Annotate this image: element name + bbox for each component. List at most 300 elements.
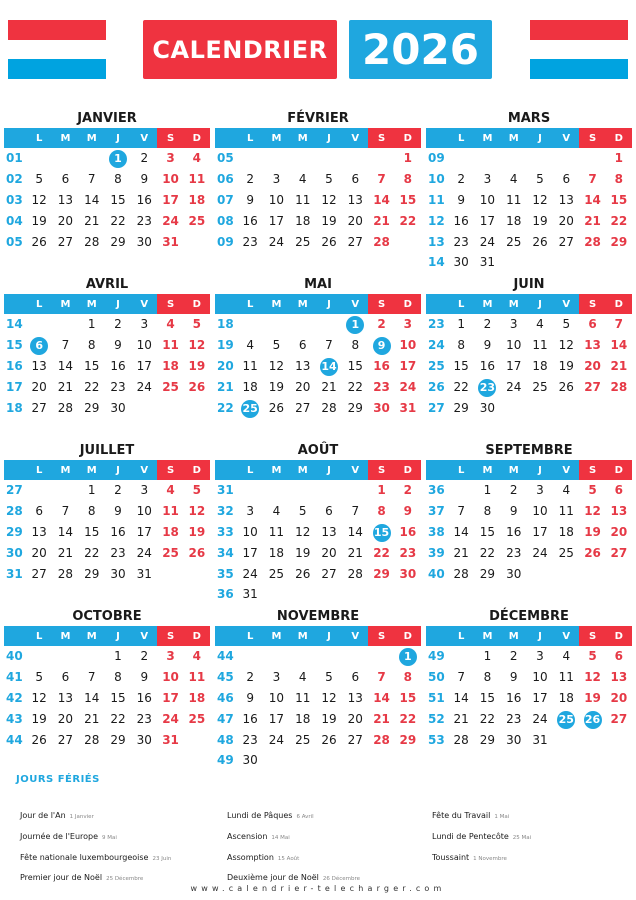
day-cell: 21 bbox=[453, 711, 469, 726]
month-block bbox=[215, 608, 421, 771]
week-row bbox=[4, 522, 210, 543]
weekday-label: J bbox=[527, 294, 553, 314]
day-cell: 26 bbox=[532, 234, 548, 249]
day-cell: 12 bbox=[321, 192, 337, 207]
weekday-label: S bbox=[368, 128, 394, 148]
day-cell: 21 bbox=[453, 545, 469, 560]
day-cell: 20 bbox=[31, 545, 47, 560]
weekday-label: M bbox=[52, 626, 78, 646]
weekday-label: D bbox=[395, 626, 421, 646]
day-cell: 4 bbox=[166, 483, 175, 498]
empty-day-cell bbox=[342, 584, 368, 604]
empty-day-cell bbox=[368, 584, 394, 604]
day-cell: 29 bbox=[479, 732, 496, 747]
day-cell: 25 bbox=[295, 732, 311, 747]
week-number: 24 bbox=[428, 338, 445, 353]
week-number: 05 bbox=[217, 151, 234, 166]
empty-day-cell bbox=[342, 646, 368, 666]
holiday-name: Fête du Travail bbox=[432, 811, 491, 820]
day-cell: 9 bbox=[509, 504, 518, 519]
weekday-label: D bbox=[395, 294, 421, 314]
day-cell: 9 bbox=[114, 504, 122, 519]
day-cell: 13 bbox=[31, 524, 47, 539]
weekday-header bbox=[426, 294, 632, 314]
weekday-label: J bbox=[105, 626, 131, 646]
day-cell: 8 bbox=[457, 338, 465, 353]
day-cell: 1 bbox=[87, 317, 96, 332]
week-number: 23 bbox=[428, 317, 445, 332]
day-cell: 5 bbox=[325, 670, 333, 685]
week-number: 40 bbox=[428, 566, 445, 581]
month-name: AVRIL bbox=[85, 277, 129, 292]
day-cell: 5 bbox=[588, 483, 597, 498]
day-cell: 19 bbox=[321, 213, 337, 228]
week-row bbox=[215, 148, 421, 169]
day-cell: 17 bbox=[242, 545, 258, 560]
day-cell: 16 bbox=[242, 213, 258, 228]
day-cell: 21 bbox=[84, 711, 100, 726]
day-cell: 30 bbox=[506, 732, 522, 747]
empty-day-cell bbox=[263, 646, 289, 666]
day-cell: 10 bbox=[268, 690, 285, 705]
empty-day-cell bbox=[263, 148, 289, 168]
holiday-day-cell: 25 bbox=[237, 398, 263, 418]
day-cell: 26 bbox=[31, 234, 47, 249]
week-number: 09 bbox=[428, 151, 445, 166]
day-cell: 24 bbox=[268, 732, 285, 747]
day-cell: 8 bbox=[483, 670, 492, 685]
weekday-label: M bbox=[501, 460, 527, 480]
day-cell: 6 bbox=[298, 338, 307, 353]
holiday-day-cell: 23 bbox=[474, 377, 500, 397]
day-cell: 7 bbox=[457, 670, 465, 685]
week-row bbox=[4, 210, 210, 231]
weekday-label: V bbox=[342, 128, 368, 148]
day-cell: 9 bbox=[246, 192, 254, 207]
day-cell: 4 bbox=[298, 172, 307, 187]
day-cell: 3 bbox=[483, 172, 492, 187]
day-cell: 20 bbox=[295, 379, 311, 394]
holiday-item bbox=[20, 873, 143, 882]
empty-day-cell bbox=[263, 314, 289, 334]
month-name: JUILLET bbox=[79, 443, 135, 458]
day-cell: 23 bbox=[373, 379, 390, 394]
day-cell: 18 bbox=[532, 358, 548, 373]
day-cell: 22 bbox=[110, 711, 126, 726]
empty-day-cell bbox=[501, 398, 527, 418]
week-number: 39 bbox=[428, 545, 445, 560]
week-row bbox=[215, 708, 421, 729]
empty-day-cell bbox=[527, 564, 553, 584]
day-cell: 12 bbox=[584, 670, 601, 685]
week-row bbox=[426, 708, 632, 729]
weekday-label: M bbox=[474, 294, 500, 314]
day-cell: 6 bbox=[562, 172, 571, 187]
day-cell: 22 bbox=[399, 213, 417, 228]
day-cell: 18 bbox=[295, 711, 311, 726]
day-cell: 15 bbox=[610, 192, 628, 207]
day-cell: 1 bbox=[403, 151, 412, 166]
empty-day-cell bbox=[237, 148, 263, 168]
week-row bbox=[215, 646, 421, 667]
week-number: 30 bbox=[6, 545, 23, 560]
day-cell: 12 bbox=[532, 192, 548, 207]
week-row bbox=[426, 376, 632, 397]
month-name: OCTOBRE bbox=[72, 609, 142, 624]
day-cell: 31 bbox=[162, 732, 179, 747]
week-row bbox=[215, 210, 421, 231]
empty-day-cell bbox=[316, 148, 342, 168]
weekday-label: L bbox=[448, 294, 474, 314]
day-cell: 19 bbox=[188, 524, 206, 539]
holiday-item bbox=[20, 853, 171, 862]
day-cell: 31 bbox=[162, 234, 179, 249]
weekday-label: M bbox=[79, 128, 105, 148]
day-cell: 2 bbox=[140, 649, 149, 664]
day-cell: 5 bbox=[192, 317, 201, 332]
day-cell: 21 bbox=[584, 213, 601, 228]
day-cell: 16 bbox=[136, 690, 152, 705]
month-block bbox=[426, 110, 632, 273]
week-row bbox=[4, 231, 210, 252]
empty-day-cell bbox=[579, 398, 605, 418]
week-number: 40 bbox=[6, 649, 23, 664]
day-cell: 30 bbox=[110, 566, 126, 581]
day-cell: 16 bbox=[399, 524, 417, 539]
day-cell: 18 bbox=[162, 358, 179, 373]
day-cell: 28 bbox=[610, 379, 628, 394]
day-cell: 28 bbox=[84, 732, 100, 747]
day-cell: 5 bbox=[588, 649, 597, 664]
day-cell: 26 bbox=[31, 732, 47, 747]
day-cell: 19 bbox=[584, 690, 601, 705]
week-row bbox=[4, 169, 210, 190]
holiday-day-cell: 14 bbox=[316, 356, 342, 376]
holiday-item bbox=[432, 832, 531, 841]
day-cell: 10 bbox=[136, 504, 152, 519]
day-cell: 12 bbox=[31, 690, 47, 705]
holiday-name: Lundi de Pentecôte bbox=[432, 832, 509, 841]
day-cell: 21 bbox=[373, 711, 390, 726]
day-cell: 10 bbox=[506, 338, 522, 353]
day-cell: 5 bbox=[192, 483, 201, 498]
day-cell: 22 bbox=[373, 545, 390, 560]
day-cell: 27 bbox=[584, 379, 601, 394]
day-cell: 4 bbox=[192, 151, 201, 166]
week-number: 49 bbox=[428, 649, 445, 664]
holiday-name: Ascension bbox=[227, 832, 268, 841]
day-cell: 14 bbox=[84, 690, 100, 705]
day-cell: 8 bbox=[403, 670, 412, 685]
day-cell: 7 bbox=[61, 338, 70, 353]
day-cell: 8 bbox=[351, 338, 360, 353]
day-cell: 22 bbox=[347, 379, 363, 394]
week-row bbox=[4, 356, 210, 377]
week-column-header bbox=[215, 460, 237, 480]
weekday-label: J bbox=[527, 460, 553, 480]
day-cell: 6 bbox=[61, 172, 70, 187]
day-cell: 25 bbox=[558, 545, 574, 560]
day-cell: 8 bbox=[87, 504, 96, 519]
week-number: 19 bbox=[217, 338, 234, 353]
week-column-header bbox=[426, 626, 448, 646]
empty-day-cell bbox=[184, 564, 210, 584]
weekday-label: L bbox=[448, 128, 474, 148]
day-cell: 21 bbox=[321, 379, 337, 394]
empty-day-cell bbox=[579, 564, 605, 584]
day-cell: 16 bbox=[373, 358, 390, 373]
holiday-date: 6 Avril bbox=[296, 814, 314, 820]
weekday-label: M bbox=[79, 294, 105, 314]
week-number: 38 bbox=[428, 524, 445, 539]
day-cell: 10 bbox=[268, 192, 285, 207]
day-cell: 8 bbox=[114, 172, 122, 187]
day-cell: 27 bbox=[31, 566, 47, 581]
day-cell: 27 bbox=[610, 711, 628, 726]
weekday-label: J bbox=[316, 294, 342, 314]
weekday-label: M bbox=[501, 128, 527, 148]
empty-day-cell bbox=[263, 584, 289, 604]
week-row bbox=[215, 231, 421, 252]
week-number: 16 bbox=[6, 358, 23, 373]
day-cell: 24 bbox=[532, 711, 548, 726]
day-cell: 20 bbox=[347, 213, 363, 228]
empty-day-cell bbox=[553, 252, 579, 272]
day-cell: 20 bbox=[57, 711, 74, 726]
day-cell: 12 bbox=[188, 338, 206, 353]
week-row bbox=[4, 335, 210, 356]
day-cell: 29 bbox=[399, 732, 417, 747]
day-cell: 3 bbox=[246, 504, 254, 519]
week-row bbox=[215, 480, 421, 501]
month-name: NOVEMBRE bbox=[276, 609, 360, 624]
empty-day-cell bbox=[527, 398, 553, 418]
week-number: 26 bbox=[428, 379, 445, 394]
empty-day-cell bbox=[26, 646, 52, 666]
day-cell: 18 bbox=[558, 524, 574, 539]
day-cell: 17 bbox=[162, 690, 179, 705]
day-cell: 8 bbox=[377, 504, 386, 519]
day-cell: 16 bbox=[453, 213, 469, 228]
day-cell: 31 bbox=[479, 255, 496, 270]
week-row bbox=[4, 646, 210, 667]
day-cell: 11 bbox=[188, 670, 206, 685]
day-cell: 15 bbox=[110, 192, 126, 207]
luxembourg-flag-right bbox=[530, 20, 628, 79]
weekday-label: M bbox=[501, 294, 527, 314]
weekday-label: V bbox=[553, 294, 579, 314]
week-number: 28 bbox=[6, 504, 23, 519]
holiday-name: Jour de l'An bbox=[20, 811, 66, 820]
week-row bbox=[215, 501, 421, 522]
day-cell: 14 bbox=[84, 192, 100, 207]
weekday-label: V bbox=[131, 294, 157, 314]
week-number: 44 bbox=[217, 649, 234, 664]
weekday-label: L bbox=[26, 460, 52, 480]
weekday-header bbox=[4, 626, 210, 646]
day-cell: 18 bbox=[295, 213, 311, 228]
day-cell: 19 bbox=[188, 358, 206, 373]
day-cell: 22 bbox=[84, 545, 100, 560]
empty-day-cell bbox=[52, 314, 78, 334]
week-number: 27 bbox=[428, 400, 445, 415]
empty-day-cell bbox=[474, 148, 500, 168]
empty-day-cell bbox=[237, 646, 263, 666]
day-cell: 28 bbox=[373, 234, 390, 249]
day-cell: 7 bbox=[588, 172, 597, 187]
week-number: 52 bbox=[428, 711, 445, 726]
day-cell: 21 bbox=[373, 213, 390, 228]
weekday-label: D bbox=[184, 294, 210, 314]
weekday-label: M bbox=[474, 128, 500, 148]
day-cell: 10 bbox=[162, 172, 179, 187]
month-block bbox=[426, 276, 632, 418]
day-cell: 13 bbox=[31, 358, 47, 373]
day-cell: 7 bbox=[87, 670, 96, 685]
day-cell: 13 bbox=[57, 690, 74, 705]
empty-day-cell bbox=[290, 584, 316, 604]
holiday-day-cell: 25 bbox=[553, 709, 579, 729]
weekday-header bbox=[4, 128, 210, 148]
day-cell: 11 bbox=[162, 504, 179, 519]
holiday-day-cell: 26 bbox=[579, 709, 605, 729]
day-cell: 21 bbox=[57, 379, 74, 394]
day-cell: 10 bbox=[479, 192, 496, 207]
day-cell: 26 bbox=[584, 545, 601, 560]
week-number: 20 bbox=[217, 358, 234, 373]
day-cell: 26 bbox=[558, 379, 574, 394]
week-column-header bbox=[426, 128, 448, 148]
weekday-label: L bbox=[237, 460, 263, 480]
day-cell: 27 bbox=[57, 234, 74, 249]
day-cell: 3 bbox=[140, 483, 149, 498]
day-cell: 17 bbox=[532, 524, 548, 539]
day-cell: 28 bbox=[57, 400, 74, 415]
day-cell: 25 bbox=[162, 379, 179, 394]
empty-day-cell bbox=[184, 730, 210, 750]
day-cell: 23 bbox=[506, 545, 522, 560]
week-number: 31 bbox=[217, 483, 234, 498]
empty-day-cell bbox=[237, 314, 263, 334]
empty-day-cell bbox=[26, 148, 52, 168]
weekday-label: M bbox=[263, 460, 289, 480]
week-number: 18 bbox=[6, 400, 23, 415]
week-number: 36 bbox=[428, 483, 445, 498]
day-cell: 21 bbox=[84, 213, 100, 228]
empty-day-cell bbox=[395, 232, 421, 252]
day-cell: 4 bbox=[246, 338, 254, 353]
day-cell: 9 bbox=[483, 338, 492, 353]
empty-day-cell bbox=[395, 750, 421, 770]
day-cell: 16 bbox=[506, 524, 522, 539]
week-row bbox=[215, 729, 421, 750]
empty-day-cell bbox=[52, 646, 78, 666]
day-cell: 29 bbox=[110, 732, 126, 747]
day-cell: 23 bbox=[506, 711, 522, 726]
week-row bbox=[4, 190, 210, 211]
week-row bbox=[215, 169, 421, 190]
empty-day-cell bbox=[316, 314, 342, 334]
holiday-item bbox=[227, 811, 314, 820]
day-cell: 10 bbox=[532, 504, 548, 519]
weekday-label: L bbox=[448, 460, 474, 480]
weekday-label: V bbox=[131, 128, 157, 148]
weekday-label: V bbox=[342, 294, 368, 314]
week-number: 31 bbox=[6, 566, 23, 581]
weekday-label: V bbox=[553, 128, 579, 148]
day-cell: 25 bbox=[532, 379, 548, 394]
week-row bbox=[215, 190, 421, 211]
weekday-label: S bbox=[157, 128, 183, 148]
weekday-label: D bbox=[184, 626, 210, 646]
day-cell: 12 bbox=[295, 524, 311, 539]
day-cell: 9 bbox=[114, 338, 122, 353]
weekday-label: S bbox=[368, 460, 394, 480]
day-cell: 2 bbox=[483, 317, 492, 332]
day-cell: 29 bbox=[453, 400, 469, 415]
holiday-name: Premier jour de Noël bbox=[20, 873, 103, 882]
day-cell: 14 bbox=[373, 192, 390, 207]
day-cell: 14 bbox=[57, 524, 74, 539]
calendar-year: 2026 bbox=[349, 20, 492, 79]
weekday-label: M bbox=[263, 294, 289, 314]
week-column-header bbox=[215, 128, 237, 148]
week-number: 53 bbox=[428, 732, 445, 747]
day-cell: 13 bbox=[558, 192, 574, 207]
day-cell: 26 bbox=[188, 379, 206, 394]
day-cell: 11 bbox=[532, 338, 548, 353]
weekday-label: D bbox=[184, 460, 210, 480]
empty-day-cell bbox=[290, 314, 316, 334]
week-row bbox=[426, 231, 632, 252]
day-cell: 30 bbox=[453, 255, 469, 270]
empty-day-cell bbox=[290, 750, 316, 770]
holiday-day-cell: 1 bbox=[395, 646, 421, 666]
day-cell: 26 bbox=[321, 234, 337, 249]
day-cell: 26 bbox=[188, 545, 206, 560]
day-cell: 6 bbox=[614, 649, 623, 664]
holiday-date: 25 Décembre bbox=[106, 876, 144, 882]
day-cell: 10 bbox=[162, 670, 179, 685]
day-cell: 4 bbox=[536, 317, 544, 332]
weekday-label: S bbox=[579, 294, 605, 314]
month-block bbox=[4, 608, 210, 750]
week-row bbox=[4, 314, 210, 335]
day-cell: 29 bbox=[373, 566, 390, 581]
month-block bbox=[426, 442, 632, 584]
weekday-label: J bbox=[105, 294, 131, 314]
day-cell: 25 bbox=[188, 213, 206, 228]
day-cell: 17 bbox=[136, 524, 152, 539]
weekday-label: D bbox=[606, 460, 632, 480]
day-cell: 25 bbox=[188, 711, 206, 726]
day-cell: 15 bbox=[399, 690, 417, 705]
day-cell: 4 bbox=[166, 317, 175, 332]
weekday-label: M bbox=[263, 626, 289, 646]
month-name: AOÛT bbox=[297, 443, 339, 458]
weekday-label: D bbox=[606, 128, 632, 148]
day-cell: 23 bbox=[242, 732, 258, 747]
day-cell: 16 bbox=[110, 358, 126, 373]
day-cell: 2 bbox=[509, 649, 518, 664]
month-block bbox=[4, 276, 210, 418]
day-cell: 10 bbox=[399, 338, 417, 353]
empty-day-cell bbox=[368, 646, 394, 666]
day-cell: 19 bbox=[321, 711, 337, 726]
day-cell: 8 bbox=[114, 670, 122, 685]
holiday-item bbox=[20, 811, 94, 820]
day-cell: 3 bbox=[403, 317, 412, 332]
